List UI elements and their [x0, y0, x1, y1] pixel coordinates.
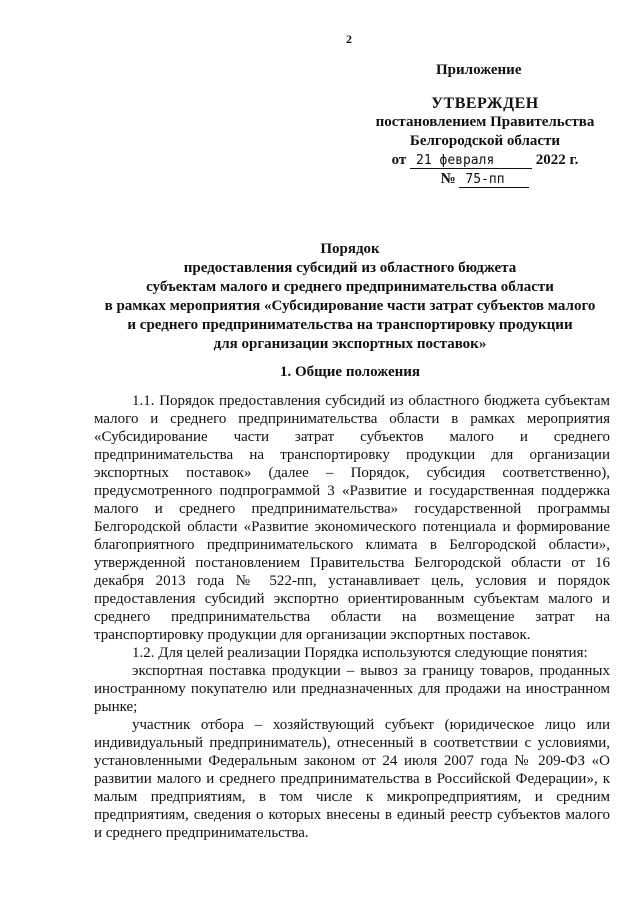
approval-block [366, 94, 604, 189]
approval-line-2: Белгородской области [409, 133, 561, 149]
document-title [60, 240, 640, 354]
approval-number-line [366, 170, 604, 189]
appendix-label: Приложение [436, 62, 522, 78]
approval-date-line [366, 151, 604, 170]
approval-title: УТВЕРЖДЕН [431, 95, 539, 112]
paragraph: экспортная поставка продукции – вывоз за границу товаров, проданных иностранному покупателю или предназначенных для продажи на иностранном рынке; [94, 663, 610, 715]
title-line: в рамках мероприятия «Субсидирование части затрат субъектов малого [104, 298, 596, 314]
paragraph: 1.2. Для целей реализации Порядка используются следующие понятия: [132, 645, 588, 661]
handwritten-number: 75-пп [459, 172, 529, 188]
title-line: и среднего предпринимательства на транспортировку продукции [127, 317, 573, 333]
handwritten-date: 21 февраля [410, 153, 532, 169]
page-number: 2 [346, 32, 352, 46]
section-heading: 1. Общие положения [279, 364, 421, 380]
approval-line-1: постановлением Правительства [375, 114, 595, 130]
paragraph: 1.1. Порядок предоставления субсидий из областного бюджета субъектам малого и среднего предпринимательства области в рамках мероприятия «Субсидирование части затрат субъектов малого и среднего предпринимательства на транспортировку продукции для организации экспортных поставок» (далее – Порядок, субсидия соответственно), предусмотренного подпрограммой 3 «Развитие и государственная поддержка малого и среднего предпринимательства» государственной программы Белгородской области «Развитие экономического потенциала и формирование благоприятного предпринимательского климата в Белгородской области», утвержденной постановлением Правительства Белгородской области от 16 декабря 2013 года № 522-пп, устанавливает цель, условия и порядок предоставления субсидий экспортно ориентированным субъектам малого и среднего предпринимательства области на возмещение затрат на транспортировку продукции для организации экспортных поставок. [94, 393, 610, 643]
number-prefix: № [440, 171, 456, 187]
title-line: субъектам малого и среднего предпринимательства области [146, 279, 554, 295]
title-line: предоставления субсидий из областного бюджета [183, 260, 517, 276]
date-suffix: 2022 г. [535, 152, 579, 168]
paragraph: участник отбора – хозяйствующий субъект (юридическое лицо или индивидуальный предприниматель), отнесенный в соответствии с условиями, установленными Федеральным законом от 24 июля 2007 года № 209-ФЗ «О развитии малого и среднего предпринимательства в Российской Федерации», к малым предприятиям, в том числе к микропредприятиям, и средним предприятиям, сведения о которых внесены в единый реестр субъектов малого и среднего предпринимательства. [94, 717, 610, 841]
title-line: для организации экспортных поставок» [213, 336, 487, 352]
date-prefix: от [391, 152, 407, 168]
document-body [94, 392, 610, 842]
title-line: Порядок [320, 241, 380, 257]
